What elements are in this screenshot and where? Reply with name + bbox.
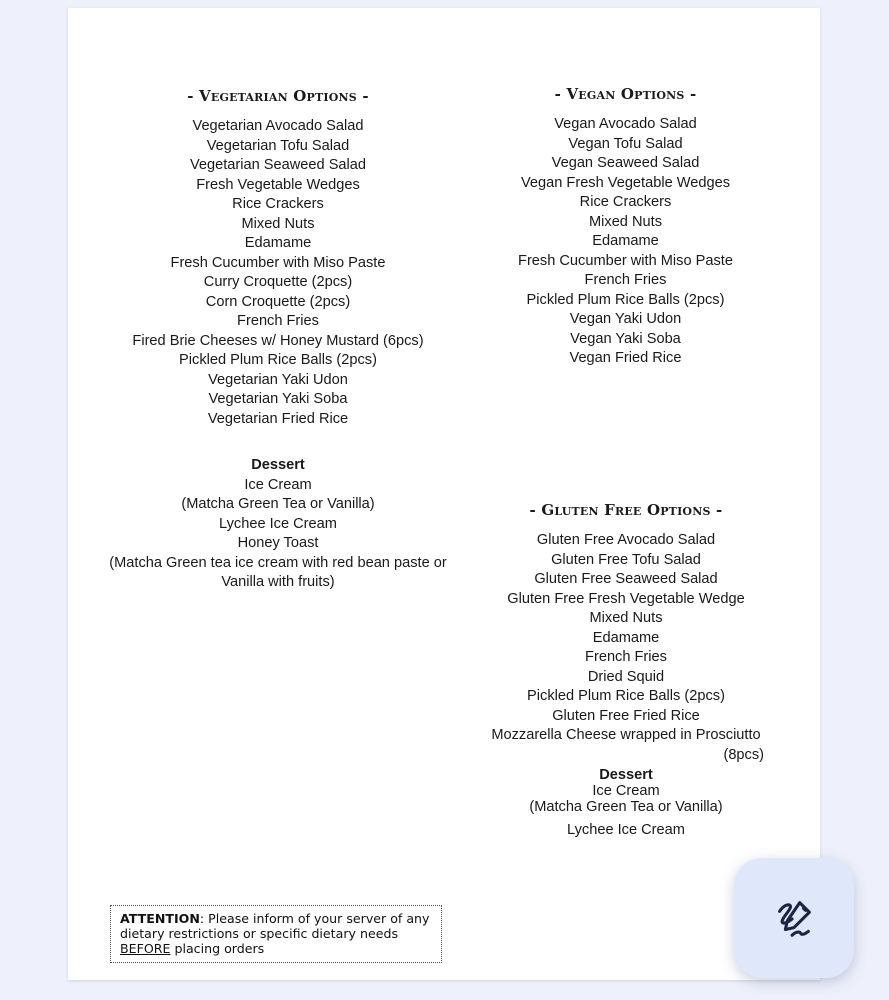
- list-item: Edamame: [592, 629, 660, 646]
- vegan-item-list: [468, 115, 783, 369]
- list-item: Curry Croquette (2pcs): [203, 274, 353, 290]
- list-item: Rice Crackers: [232, 196, 324, 212]
- attention-text: : Please inform of your server of any dietary restrictions or specific dietary needs: [120, 911, 430, 941]
- pen-scribble-icon: [771, 895, 817, 941]
- list-item: Vegan Seaweed Salad: [551, 155, 700, 171]
- gluten-free-dessert-title: Dessert: [599, 767, 653, 783]
- list-item: Vegetarian Yaki Udon: [208, 371, 348, 388]
- list-item: Edamame: [244, 235, 312, 251]
- attention-text-end: placing orders: [170, 941, 265, 956]
- list-item: Gluten Free Seaweed Salad: [534, 571, 718, 587]
- list-item: Fresh Cucumber with Miso Paste: [170, 254, 386, 271]
- list-item: Mozzarella Cheese wrapped in Prosciutto: [491, 727, 761, 743]
- list-item: Fired Brie Cheeses w/ Honey Mustard (6pcs): [132, 332, 424, 349]
- gluten-free-heading: - Gluten Free Options -: [529, 501, 723, 519]
- attention-emphasis: BEFORE: [120, 941, 171, 956]
- list-item: Pickled Plum Rice Balls (2pcs): [526, 291, 725, 308]
- list-item: Vegan Fresh Vegetable Wedges: [520, 174, 731, 191]
- list-item: Pickled Plum Rice Balls (2pcs): [527, 688, 725, 704]
- list-item: Vegan Tofu Salad: [568, 135, 683, 152]
- vegan-heading: - Vegan Options -: [554, 85, 697, 103]
- list-item: Vegan Fried Rice: [569, 350, 682, 366]
- list-item: Edamame: [592, 233, 659, 249]
- menu-page: [68, 8, 820, 980]
- list-item: Gluten Free Avocado Salad: [536, 532, 716, 548]
- vegetarian-dessert-title: Dessert: [251, 457, 305, 473]
- gluten-free-column: [478, 500, 774, 841]
- list-item: Vegetarian Fried Rice: [207, 410, 349, 427]
- list-item: Ice Cream: [244, 476, 312, 493]
- attention-notice: [110, 905, 442, 963]
- list-item: Lychee Ice Cream: [567, 822, 685, 838]
- annotate-button[interactable]: [734, 858, 854, 978]
- list-item: Fresh Cucumber with Miso Paste: [518, 252, 733, 269]
- list-item: Vegan Yaki Udon: [569, 311, 682, 327]
- list-item: Rice Crackers: [579, 194, 672, 210]
- list-item: Vegan Yaki Soba: [570, 330, 681, 347]
- list-item: French Fries: [237, 313, 319, 329]
- list-item: (Matcha Green Tea or Vanilla): [529, 799, 723, 815]
- gluten-free-item-list: [478, 531, 774, 765]
- list-item: Gluten Free Tofu Salad: [551, 551, 701, 568]
- list-item: Honey Toast: [237, 535, 319, 551]
- vegetarian-heading: - Vegetarian Options -: [187, 87, 369, 105]
- list-item: Mixed Nuts: [589, 213, 662, 230]
- gluten-free-dessert: [478, 767, 774, 815]
- list-item-suffix: (8pcs): [723, 746, 764, 763]
- list-item: Pickled Plum Rice Balls (2pcs): [179, 352, 377, 368]
- list-item: French Fries: [584, 272, 667, 288]
- vegan-column: [468, 84, 783, 369]
- list-item: (Matcha Green Tea or Vanilla): [181, 496, 375, 512]
- list-item: Vegetarian Tofu Salad: [206, 137, 350, 154]
- list-item: Vegetarian Yaki Soba: [208, 391, 348, 407]
- list-item: Gluten Free Fresh Vegetable Wedge: [507, 590, 745, 607]
- list-item: (Matcha Green tea ice cream with red bean paste or Vanilla with fruits): [109, 554, 447, 590]
- vegetarian-column: [106, 86, 450, 593]
- list-item: Vegetarian Seaweed Salad: [189, 157, 367, 173]
- list-item: Corn Croquette (2pcs): [205, 293, 351, 310]
- list-item: French Fries: [585, 649, 667, 665]
- list-item: Lychee Ice Cream: [219, 515, 337, 532]
- list-item: Vegetarian Avocado Salad: [192, 118, 364, 134]
- list-item: Ice Cream: [592, 783, 660, 799]
- list-item: Dried Squid: [587, 668, 665, 685]
- list-item: Vegan Avocado Salad: [554, 116, 697, 132]
- list-item: Fresh Vegetable Wedges: [196, 176, 360, 193]
- vegetarian-item-list: [106, 117, 450, 429]
- attention-label: ATTENTION: [120, 911, 200, 926]
- list-item: Mixed Nuts: [241, 215, 315, 232]
- list-item: Gluten Free Fried Rice: [552, 707, 700, 724]
- list-item: Mixed Nuts: [589, 610, 663, 626]
